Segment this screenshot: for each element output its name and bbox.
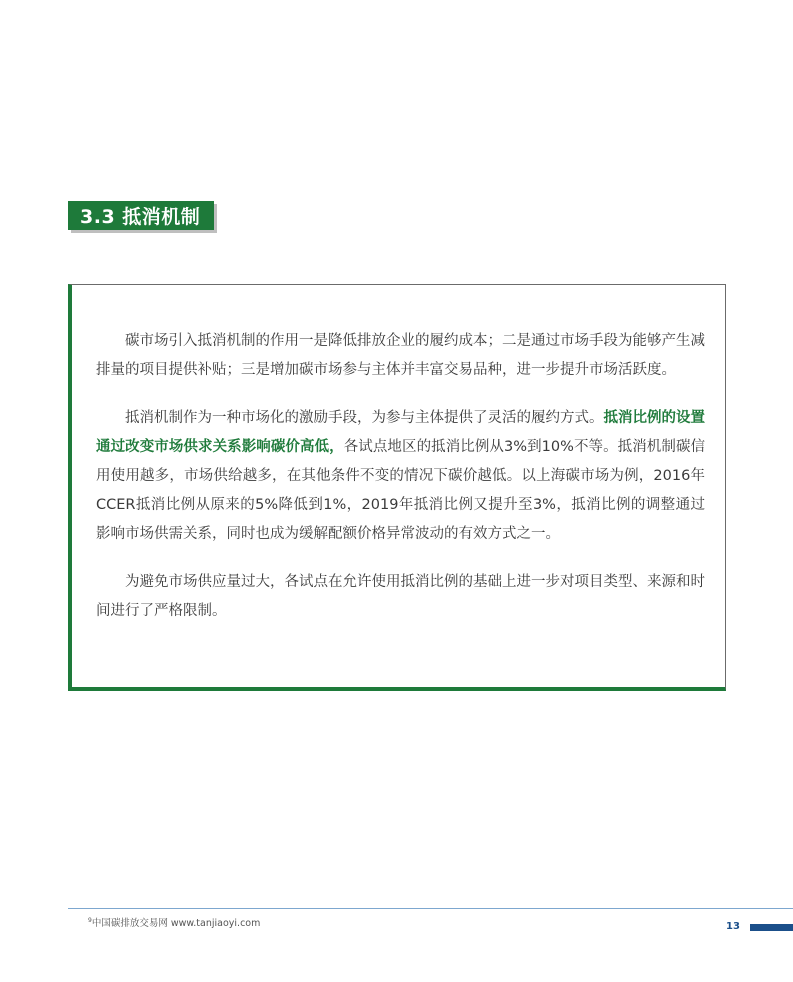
footnote-text: 中国碳排放交易网 www.tanjiaoyi.com	[91, 918, 261, 929]
content-box	[68, 284, 726, 691]
paragraph-2-highlight: 抵消比例的设置通过改变市场供求关系影响碳价高低，	[96, 410, 705, 455]
paragraph-2-text-a: 抵消机制作为一种市场化的激励手段，为参与主体提供了灵活的履约方式。	[125, 410, 604, 426]
paragraph-2-text-b: 各试点地区的抵消比例从3%到10%不等。抵消机制碳信用使用越多，市场供给越多，在其他条件不变的情况下碳价越低。以上海碳市场为例，2016年CCER抵消比例从原来的5%降低到1%，2019年抵消比例又提升至3%，抵消比例的调整通过影响市场供需关系，同时也成为缓解配额价格异常波动的有效方式之一。	[96, 439, 706, 542]
paragraph-3: 为避免市场供应量过大，各试点在允许使用抵消比例的基础上进一步对项目类型、来源和时间进行了严格限制。	[96, 574, 705, 619]
section-title: 3.3 抵消机制	[80, 206, 201, 228]
section-header	[68, 201, 214, 230]
page-number: 13	[726, 921, 740, 932]
footnote-mark: 9	[88, 916, 92, 924]
content-body	[96, 327, 705, 645]
footnote	[88, 915, 260, 929]
footer-divider	[68, 908, 793, 909]
paragraph-2	[96, 404, 705, 549]
page-number-bar	[750, 924, 793, 931]
paragraph-1: 碳市场引入抵消机制的作用一是降低排放企业的履约成本；二是通过市场手段为能够产生减排量的项目提供补贴；三是增加碳市场参与主体并丰富交易品种，进一步提升市场活跃度。	[96, 333, 705, 378]
